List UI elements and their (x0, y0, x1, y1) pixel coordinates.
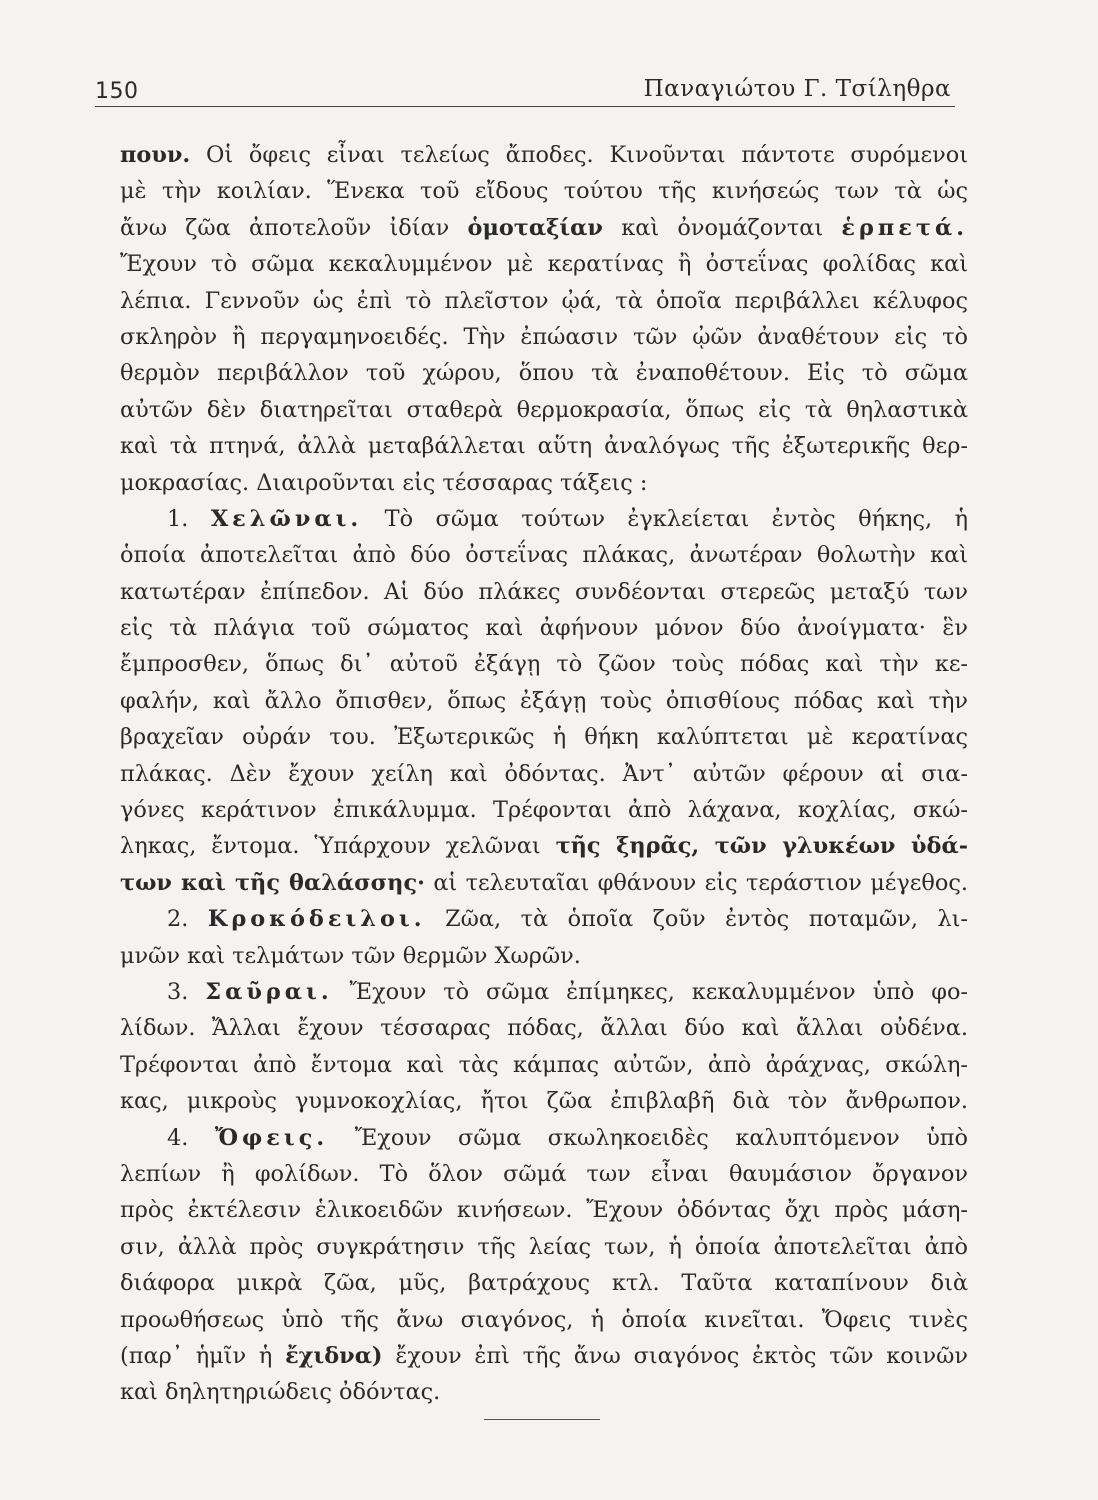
text-segment: Σαῦραι. (205, 978, 333, 1005)
text-line (120, 537, 968, 573)
text-segment: ὁμοταξίαν (467, 214, 603, 241)
text-line (120, 1120, 968, 1156)
text-line (120, 173, 968, 209)
text-line (120, 210, 968, 246)
text-line (120, 283, 968, 319)
text-line (120, 1047, 968, 1083)
text-line (120, 1302, 968, 1338)
text-segment: βραχεῖαν οὐράν του. Ἐξωτερικῶς ἡ θήκη καλύπτεται μὲ κερατίνας (120, 724, 968, 751)
text-line (120, 1229, 968, 1265)
text-segment: μὲ τὴν κοιλίαν. Ἕνεκα τοῦ εἴδους τούτου τῆς κινήσεώς των τὰ ὡς (120, 178, 968, 205)
text-segment: αὐτῶν δὲν διατηρεῖται σταθερὰ θερμοκρασία, ὅπως εἰς τὰ θηλαστικὰ (120, 396, 968, 423)
text-segment: Ἔχουν τὸ σῶμα ἐπίμηκες, κεκαλυμμένον ὑπὸ φο- (332, 978, 968, 1005)
text-line (120, 683, 968, 719)
text-segment: προωθήσεως ὑπὸ τῆς ἄνω σιαγόνος, ἡ ὁποία κινεῖται. Ὄφεις τινὲς (120, 1306, 968, 1333)
text-line (120, 465, 968, 501)
text-line (120, 428, 968, 464)
text-line (120, 756, 968, 792)
text-segment: καὶ τὰ πτηνά, ἀλλὰ μεταβάλλεται αὕτη ἀναλόγως τῆς ἐξωτερικῆς θερ- (120, 433, 968, 460)
text-line (120, 938, 968, 974)
text-segment: πλάκας. Δὲν ἔχουν χείλη καὶ ὀδόντας. Ἀντ᾽ αὐτῶν φέρουν αἱ σια- (120, 760, 968, 787)
text-segment: ἔχιδνα) (285, 1342, 383, 1369)
text-segment: μοκρασίας. Διαιροῦνται εἰς τέσσαρας τάξεις : (120, 469, 648, 496)
text-segment: Ὄφεις. (214, 1124, 329, 1151)
end-rule (484, 1419, 600, 1420)
text-segment: τῆς ξηρᾶς, τῶν γλυκέων ὑδά- (555, 833, 968, 860)
text-segment: λεπίων ἢ φολίδων. Τὸ ὅλον σῶμά των εἶναι θαυμάσιον ὄργανον (120, 1160, 968, 1187)
text-segment: εἰς τὰ πλάγια τοῦ σώματος καὶ ἀφήνουν μόνον δύο ἀνοίγματα· ἓν (120, 615, 968, 642)
text-segment: αἱ τελευταῖαι φθάνουν εἰς τεράστιον μέγεθος. (424, 869, 968, 896)
body-text (120, 137, 968, 1411)
text-segment: κατωτέραν ἐπίπεδον. Αἱ δύο πλάκες συνδέονται στερεῶς μεταξύ των (120, 578, 968, 605)
text-line (120, 974, 968, 1010)
text-segment: ἑρπετά. (841, 214, 968, 241)
text-line (120, 501, 968, 537)
text-segment: Τὸ σῶμα τούτων ἐγκλείεται ἐντὸς θήκης, ἡ (362, 505, 968, 532)
text-line (120, 646, 968, 682)
text-segment: γόνες κεράτινον ἐπικάλυμμα. Τρέφονται ἀπὸ λάχανα, κοχλίας, σκώ- (120, 797, 968, 824)
text-segment: φαλήν, καὶ ἄλλο ὄπισθεν, ὅπως ἐξάγῃ τοὺς ὀπισθίους πόδας καὶ τὴν (120, 687, 968, 714)
text-line (120, 865, 968, 901)
text-segment: 1. (167, 505, 211, 532)
text-line (120, 719, 968, 755)
text-segment: λίδων. Ἄλλαι ἔχουν τέσσαρας πόδας, ἄλλαι δύο καὶ ἄλλαι οὐδένα. (120, 1015, 968, 1042)
text-segment: πρὸς ἐκτέλεσιν ἑλικοειδῶν κινήσεων. Ἔχουν ὀδόντας ὄχι πρὸς μάση- (120, 1197, 968, 1224)
text-segment: Χελῶναι. (210, 505, 363, 532)
text-line (120, 901, 968, 937)
text-line (120, 792, 968, 828)
text-segment: Οἱ ὄφεις εἶναι τελείως ἄποδες. Κινοῦνται πάντοτε συρόμενοι (190, 142, 968, 168)
text-segment: καὶ δηλητηριώδεις ὀδόντας. (120, 1379, 441, 1406)
page-header (95, 66, 955, 107)
text-segment: (παρ᾽ ἡμῖν ἡ (120, 1342, 286, 1369)
text-line (120, 1192, 968, 1228)
text-segment: πουν. (120, 142, 191, 168)
text-line (120, 1265, 968, 1301)
text-line (120, 319, 968, 355)
text-line (120, 246, 968, 282)
text-segment: διάφορα μικρὰ ζῶα, μῦς, βατράχους κτλ. Ταῦτα καταπίνουν διὰ (120, 1270, 968, 1297)
text-line (120, 1083, 968, 1119)
text-line (120, 610, 968, 646)
text-line (120, 1338, 968, 1374)
text-segment: 3. (167, 978, 206, 1005)
text-segment: σιν, ἀλλὰ πρὸς συγκράτησιν τῆς λείας των, ἡ ὁποία ἀποτελεῖται ἀπὸ (120, 1233, 968, 1260)
text-segment: Τρέφονται ἀπὸ ἔντομα καὶ τὰς κάμπας αὐτῶν, ἀπὸ ἀράχνας, σκώλη- (120, 1051, 968, 1078)
text-line (120, 574, 968, 610)
text-segment: θερμὸν περιβάλλον τοῦ χώρου, ὅπου τὰ ἐναποθέτουν. Εἰς τὸ σῶμα (120, 360, 968, 387)
text-line (120, 137, 968, 173)
text-segment: ὁποία ἀποτελεῖται ἀπὸ δύο ὀστεΐνας πλάκας, ἀνωτέραν θολωτὴν καὶ (120, 542, 968, 569)
text-segment: Ζῶα, τὰ ὁποῖα ζοῦν ἐντὸς ποταμῶν, λι- (425, 906, 968, 933)
text-segment: καὶ ὀνομάζονται (602, 214, 842, 241)
text-segment: 4. (167, 1124, 215, 1151)
text-segment: ἔμπροσθεν, ὅπως δι᾽ αὐτοῦ ἐξάγῃ τὸ ζῶον τοὺς πόδας καὶ τὴν κε- (120, 651, 968, 678)
text-segment: κας, μικροὺς γυμνοκοχλίας, ἤτοι ζῶα ἐπιβλαβῆ διὰ τὸν ἄνθρωπον. (120, 1088, 968, 1115)
text-segment: λέπια. Γεννοῦν ὡς ἐπὶ τὸ πλεῖστον ᾠά, τὰ ὁποῖα περιβάλλει κέλυφος (120, 287, 968, 314)
text-segment: ἔχουν ἐπὶ τῆς ἄνω σιαγόνος ἐκτὸς τῶν κοινῶν (382, 1342, 968, 1369)
running-head: Παναγιώτου Γ. Τσίληθρα (643, 76, 951, 102)
text-segment: 2. (167, 906, 208, 933)
text-line (120, 1374, 968, 1410)
page-number: 150 (95, 79, 139, 104)
text-segment: μνῶν καὶ τελμάτων τῶν θερμῶν Χωρῶν. (120, 942, 581, 969)
text-segment: ἄνω ζῶα ἀποτελοῦν ἰδίαν (120, 214, 468, 241)
text-segment: Κροκόδειλοι. (207, 906, 426, 933)
text-segment: σκληρὸν ἢ περγαμηνοειδές. Τὴν ἐπώασιν τῶν ᾠῶν ἀναθέτουν εἰς τὸ (120, 323, 968, 350)
text-line (120, 1010, 968, 1046)
text-line (120, 355, 968, 391)
text-line (120, 392, 968, 428)
text-line (120, 1156, 968, 1192)
text-line (120, 828, 968, 864)
text-segment: Ἔχουν σῶμα σκωληκοειδὲς καλυπτόμενον ὑπὸ (328, 1124, 968, 1151)
text-segment: των καὶ τῆς θαλάσσης· (120, 869, 425, 896)
text-segment: ληκας, ἔντομα. Ὑπάρχουν χελῶναι (120, 833, 556, 860)
text-segment: Ἔχουν τὸ σῶμα κεκαλυμμένον μὲ κερατίνας ἢ ὀστεΐνας φολίδας καὶ (120, 251, 968, 278)
